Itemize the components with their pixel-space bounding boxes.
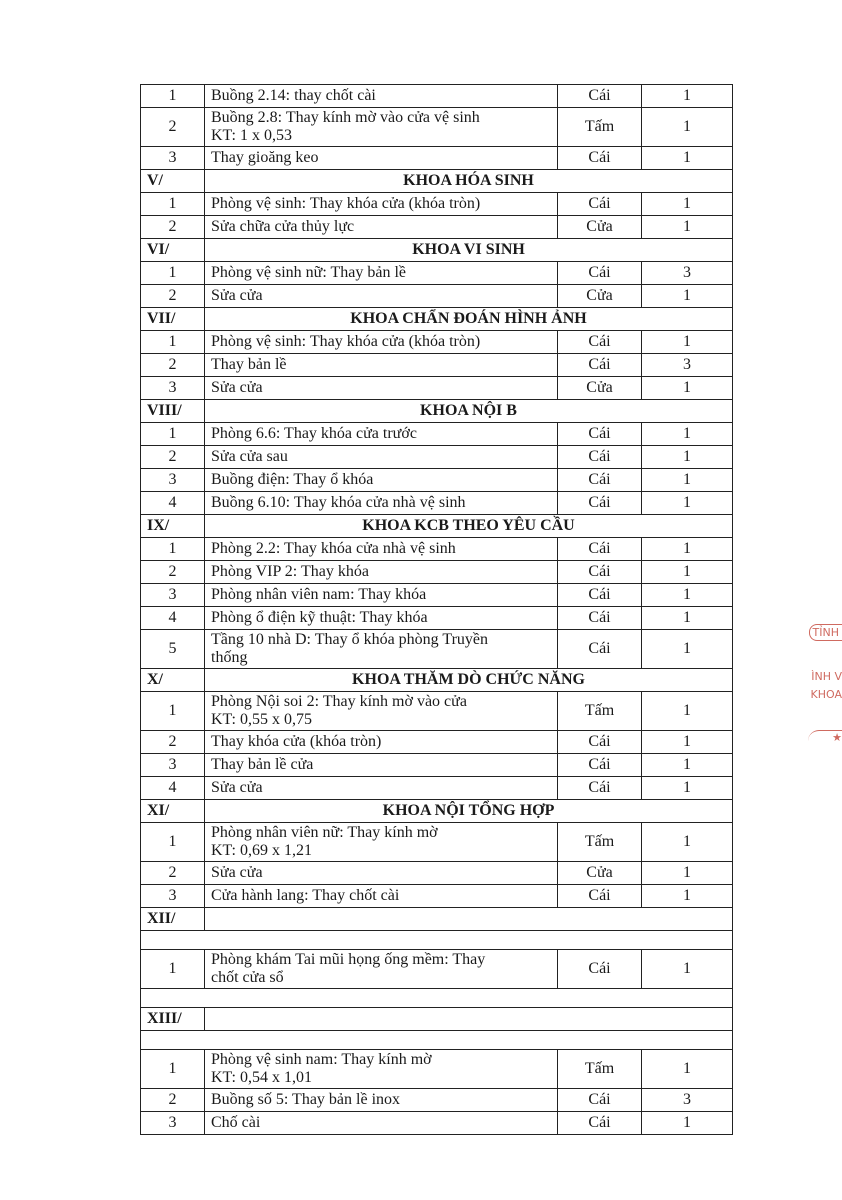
- item-number: 2: [141, 285, 205, 308]
- item-unit: Cái: [558, 950, 642, 989]
- item-unit: Cái: [558, 85, 642, 108]
- item-number: 2: [141, 216, 205, 239]
- item-description: Tầng 10 nhà D: Thay ổ khóa phòng Truyền thống: [205, 630, 558, 669]
- item-quantity: 1: [642, 377, 733, 400]
- section-title: KHOA NỘI TỔNG HỢP: [205, 800, 733, 823]
- section-number: VI/: [141, 239, 205, 262]
- spacer-cell: [205, 989, 733, 1008]
- item-description: Chố cài: [205, 1112, 558, 1135]
- item-unit: Cái: [558, 584, 642, 607]
- item-description: Sửa cửa sau: [205, 446, 558, 469]
- item-number: 4: [141, 492, 205, 515]
- item-quantity: 1: [642, 1112, 733, 1135]
- item-description: Phòng nhân viên nam: Thay khóa: [205, 584, 558, 607]
- item-number: 1: [141, 823, 205, 862]
- item-description: Sửa cửa: [205, 777, 558, 800]
- item-unit: Cái: [558, 147, 642, 170]
- item-unit: Cửa: [558, 862, 642, 885]
- item-number: 3: [141, 885, 205, 908]
- item-number: 3: [141, 469, 205, 492]
- item-description: Buồng điện: Thay ổ khóa: [205, 469, 558, 492]
- table-row: [141, 584, 733, 607]
- items-table: [140, 84, 733, 1135]
- item-number: 2: [141, 862, 205, 885]
- item-quantity: 1: [642, 193, 733, 216]
- item-number: 1: [141, 1050, 205, 1089]
- table-row: [141, 193, 733, 216]
- spacer-cell: [205, 931, 733, 950]
- item-number: 2: [141, 561, 205, 584]
- item-description: Phòng vệ sinh: Thay khóa cửa (khóa tròn): [205, 331, 558, 354]
- table-row: [141, 147, 733, 170]
- item-description: Thay khóa cửa (khóa tròn): [205, 731, 558, 754]
- table-row: [141, 108, 733, 147]
- item-description: Thay gioăng keo: [205, 147, 558, 170]
- item-unit: Cửa: [558, 216, 642, 239]
- item-quantity: 1: [642, 823, 733, 862]
- spacer-row: [141, 1031, 733, 1050]
- table-row: [141, 1112, 733, 1135]
- item-unit: Cái: [558, 354, 642, 377]
- item-unit: Cái: [558, 1112, 642, 1135]
- item-quantity: 1: [642, 692, 733, 731]
- item-number: 4: [141, 777, 205, 800]
- item-quantity: 3: [642, 1089, 733, 1112]
- item-quantity: 1: [642, 538, 733, 561]
- item-description: Phòng 2.2: Thay khóa cửa nhà vệ sinh: [205, 538, 558, 561]
- item-unit: Cái: [558, 446, 642, 469]
- item-quantity: 1: [642, 754, 733, 777]
- item-number: 1: [141, 423, 205, 446]
- item-number: 3: [141, 1112, 205, 1135]
- item-description: Sửa cửa: [205, 285, 558, 308]
- section-header-row: [141, 400, 733, 423]
- item-description: Phòng ổ điện kỹ thuật: Thay khóa: [205, 607, 558, 630]
- item-description: Phòng vệ sinh: Thay khóa cửa (khóa tròn): [205, 193, 558, 216]
- table-row: [141, 731, 733, 754]
- item-unit: Tấm: [558, 1050, 642, 1089]
- item-quantity: 1: [642, 630, 733, 669]
- item-quantity: 1: [642, 216, 733, 239]
- item-unit: Cái: [558, 630, 642, 669]
- section-title: KHOA NỘI B: [205, 400, 733, 423]
- item-quantity: 1: [642, 607, 733, 630]
- item-unit: Cái: [558, 492, 642, 515]
- item-quantity: 1: [642, 584, 733, 607]
- item-unit: Cái: [558, 423, 642, 446]
- item-number: 2: [141, 354, 205, 377]
- table-row: [141, 492, 733, 515]
- item-description: Buồng 2.8: Thay kính mờ vào cửa vệ sinh KT: 1 x 0,53: [205, 108, 558, 147]
- item-unit: Cái: [558, 1089, 642, 1112]
- section-title: KHOA THĂM DÒ CHỨC NĂNG: [205, 669, 733, 692]
- item-quantity: 1: [642, 147, 733, 170]
- table-row: [141, 262, 733, 285]
- spacer-cell: [141, 931, 205, 950]
- item-number: 2: [141, 108, 205, 147]
- table-row: [141, 1050, 733, 1089]
- item-quantity: 3: [642, 354, 733, 377]
- item-unit: Cái: [558, 731, 642, 754]
- item-unit: Cái: [558, 607, 642, 630]
- item-unit: Tấm: [558, 823, 642, 862]
- stamp-text-1: TỈNH: [809, 624, 842, 641]
- item-unit: Tấm: [558, 108, 642, 147]
- table-row: [141, 216, 733, 239]
- item-unit: Cái: [558, 469, 642, 492]
- section-header-row: [141, 239, 733, 262]
- item-quantity: 1: [642, 85, 733, 108]
- table-row: [141, 377, 733, 400]
- item-quantity: 3: [642, 262, 733, 285]
- section-header-row: [141, 308, 733, 331]
- section-number: VIII/: [141, 400, 205, 423]
- table-row: [141, 862, 733, 885]
- item-quantity: 1: [642, 285, 733, 308]
- table-row: [141, 331, 733, 354]
- item-number: 1: [141, 538, 205, 561]
- item-number: 2: [141, 1089, 205, 1112]
- item-quantity: 1: [642, 446, 733, 469]
- item-description: Phòng vệ sinh nam: Thay kính mờ KT: 0,54 x 1,01: [205, 1050, 558, 1089]
- item-number: 5: [141, 630, 205, 669]
- item-quantity: 1: [642, 331, 733, 354]
- spacer-cell: [205, 1031, 733, 1050]
- section-number: VII/: [141, 308, 205, 331]
- item-description: Buồng 6.10: Thay khóa cửa nhà vệ sinh: [205, 492, 558, 515]
- table-row: [141, 607, 733, 630]
- table-row: [141, 85, 733, 108]
- item-unit: Cái: [558, 777, 642, 800]
- section-number: XI/: [141, 800, 205, 823]
- item-description: Thay bản lề: [205, 354, 558, 377]
- item-quantity: 1: [642, 492, 733, 515]
- stamp-text-3: KHOA: [810, 688, 842, 701]
- item-quantity: 1: [642, 777, 733, 800]
- item-description: Buồng số 5: Thay bản lề inox: [205, 1089, 558, 1112]
- item-unit: Cửa: [558, 285, 642, 308]
- item-number: 2: [141, 446, 205, 469]
- section-title: KHOA KCB THEO YÊU CẦU: [205, 515, 733, 538]
- spacer-row: [141, 931, 733, 950]
- section-title: KHOA HÓA SINH: [205, 170, 733, 193]
- item-description: Sửa cửa: [205, 862, 558, 885]
- section-number: V/: [141, 170, 205, 193]
- item-unit: Cái: [558, 885, 642, 908]
- item-description: Phòng VIP 2: Thay khóa: [205, 561, 558, 584]
- item-unit: Cửa: [558, 377, 642, 400]
- item-quantity: 1: [642, 561, 733, 584]
- item-number: 3: [141, 147, 205, 170]
- section-number: X/: [141, 669, 205, 692]
- item-number: 4: [141, 607, 205, 630]
- item-description: Sửa chữa cửa thủy lực: [205, 216, 558, 239]
- table-row: [141, 754, 733, 777]
- section-header-row: [141, 669, 733, 692]
- table-row: [141, 423, 733, 446]
- table-row: [141, 950, 733, 989]
- section-number: IX/: [141, 515, 205, 538]
- section-title: KHOA VI SINH: [205, 239, 733, 262]
- item-description: Buồng 2.14: thay chốt cài: [205, 85, 558, 108]
- spacer-row: [141, 989, 733, 1008]
- item-number: 3: [141, 584, 205, 607]
- item-number: 1: [141, 692, 205, 731]
- item-unit: Cái: [558, 538, 642, 561]
- spacer-cell: [141, 1031, 205, 1050]
- spacer-cell: [141, 989, 205, 1008]
- item-unit: Cái: [558, 262, 642, 285]
- item-quantity: 1: [642, 885, 733, 908]
- section-title: [205, 1008, 733, 1031]
- item-quantity: 1: [642, 423, 733, 446]
- item-description: Phòng nhân viên nữ: Thay kính mờ KT: 0,69 x 1,21: [205, 823, 558, 862]
- item-unit: Cái: [558, 193, 642, 216]
- item-description: Phòng 6.6: Thay khóa cửa trước: [205, 423, 558, 446]
- item-number: 1: [141, 193, 205, 216]
- stamp-text-4: ★: [808, 730, 842, 741]
- section-number: XII/: [141, 908, 205, 931]
- item-description: Phòng khám Tai mũi họng ống mềm: Thay chốt cửa sổ: [205, 950, 558, 989]
- stamp-text-2: ÌNH V: [811, 670, 842, 683]
- table-row: [141, 1089, 733, 1112]
- red-stamp-fragment: [802, 612, 842, 762]
- item-quantity: 1: [642, 731, 733, 754]
- item-unit: Tấm: [558, 692, 642, 731]
- section-title: KHOA CHẨN ĐOÁN HÌNH ẢNH: [205, 308, 733, 331]
- table-row: [141, 469, 733, 492]
- section-header-row: [141, 515, 733, 538]
- table-row: [141, 692, 733, 731]
- item-quantity: 1: [642, 1050, 733, 1089]
- table-row: [141, 777, 733, 800]
- item-unit: Cái: [558, 754, 642, 777]
- section-header-row: [141, 908, 733, 931]
- items-table-body: [141, 85, 733, 1135]
- item-quantity: 1: [642, 950, 733, 989]
- section-title: [205, 908, 733, 931]
- table-row: [141, 823, 733, 862]
- item-number: 3: [141, 377, 205, 400]
- item-description: Phòng Nội soi 2: Thay kính mờ vào cửa KT: 0,55 x 0,75: [205, 692, 558, 731]
- item-number: 1: [141, 85, 205, 108]
- item-number: 1: [141, 331, 205, 354]
- table-row: [141, 630, 733, 669]
- section-header-row: [141, 1008, 733, 1031]
- item-number: 1: [141, 950, 205, 989]
- table-row: [141, 885, 733, 908]
- item-description: Sửa cửa: [205, 377, 558, 400]
- table-row: [141, 561, 733, 584]
- item-unit: Cái: [558, 561, 642, 584]
- table-row: [141, 538, 733, 561]
- item-quantity: 1: [642, 108, 733, 147]
- section-header-row: [141, 170, 733, 193]
- section-header-row: [141, 800, 733, 823]
- table-row: [141, 285, 733, 308]
- item-quantity: 1: [642, 469, 733, 492]
- item-description: Phòng vệ sinh nữ: Thay bản lề: [205, 262, 558, 285]
- item-number: 1: [141, 262, 205, 285]
- item-description: Thay bản lề cửa: [205, 754, 558, 777]
- table-row: [141, 446, 733, 469]
- item-number: 2: [141, 731, 205, 754]
- item-number: 3: [141, 754, 205, 777]
- item-unit: Cái: [558, 331, 642, 354]
- item-description: Cửa hành lang: Thay chốt cài: [205, 885, 558, 908]
- item-quantity: 1: [642, 862, 733, 885]
- section-number: XIII/: [141, 1008, 205, 1031]
- table-row: [141, 354, 733, 377]
